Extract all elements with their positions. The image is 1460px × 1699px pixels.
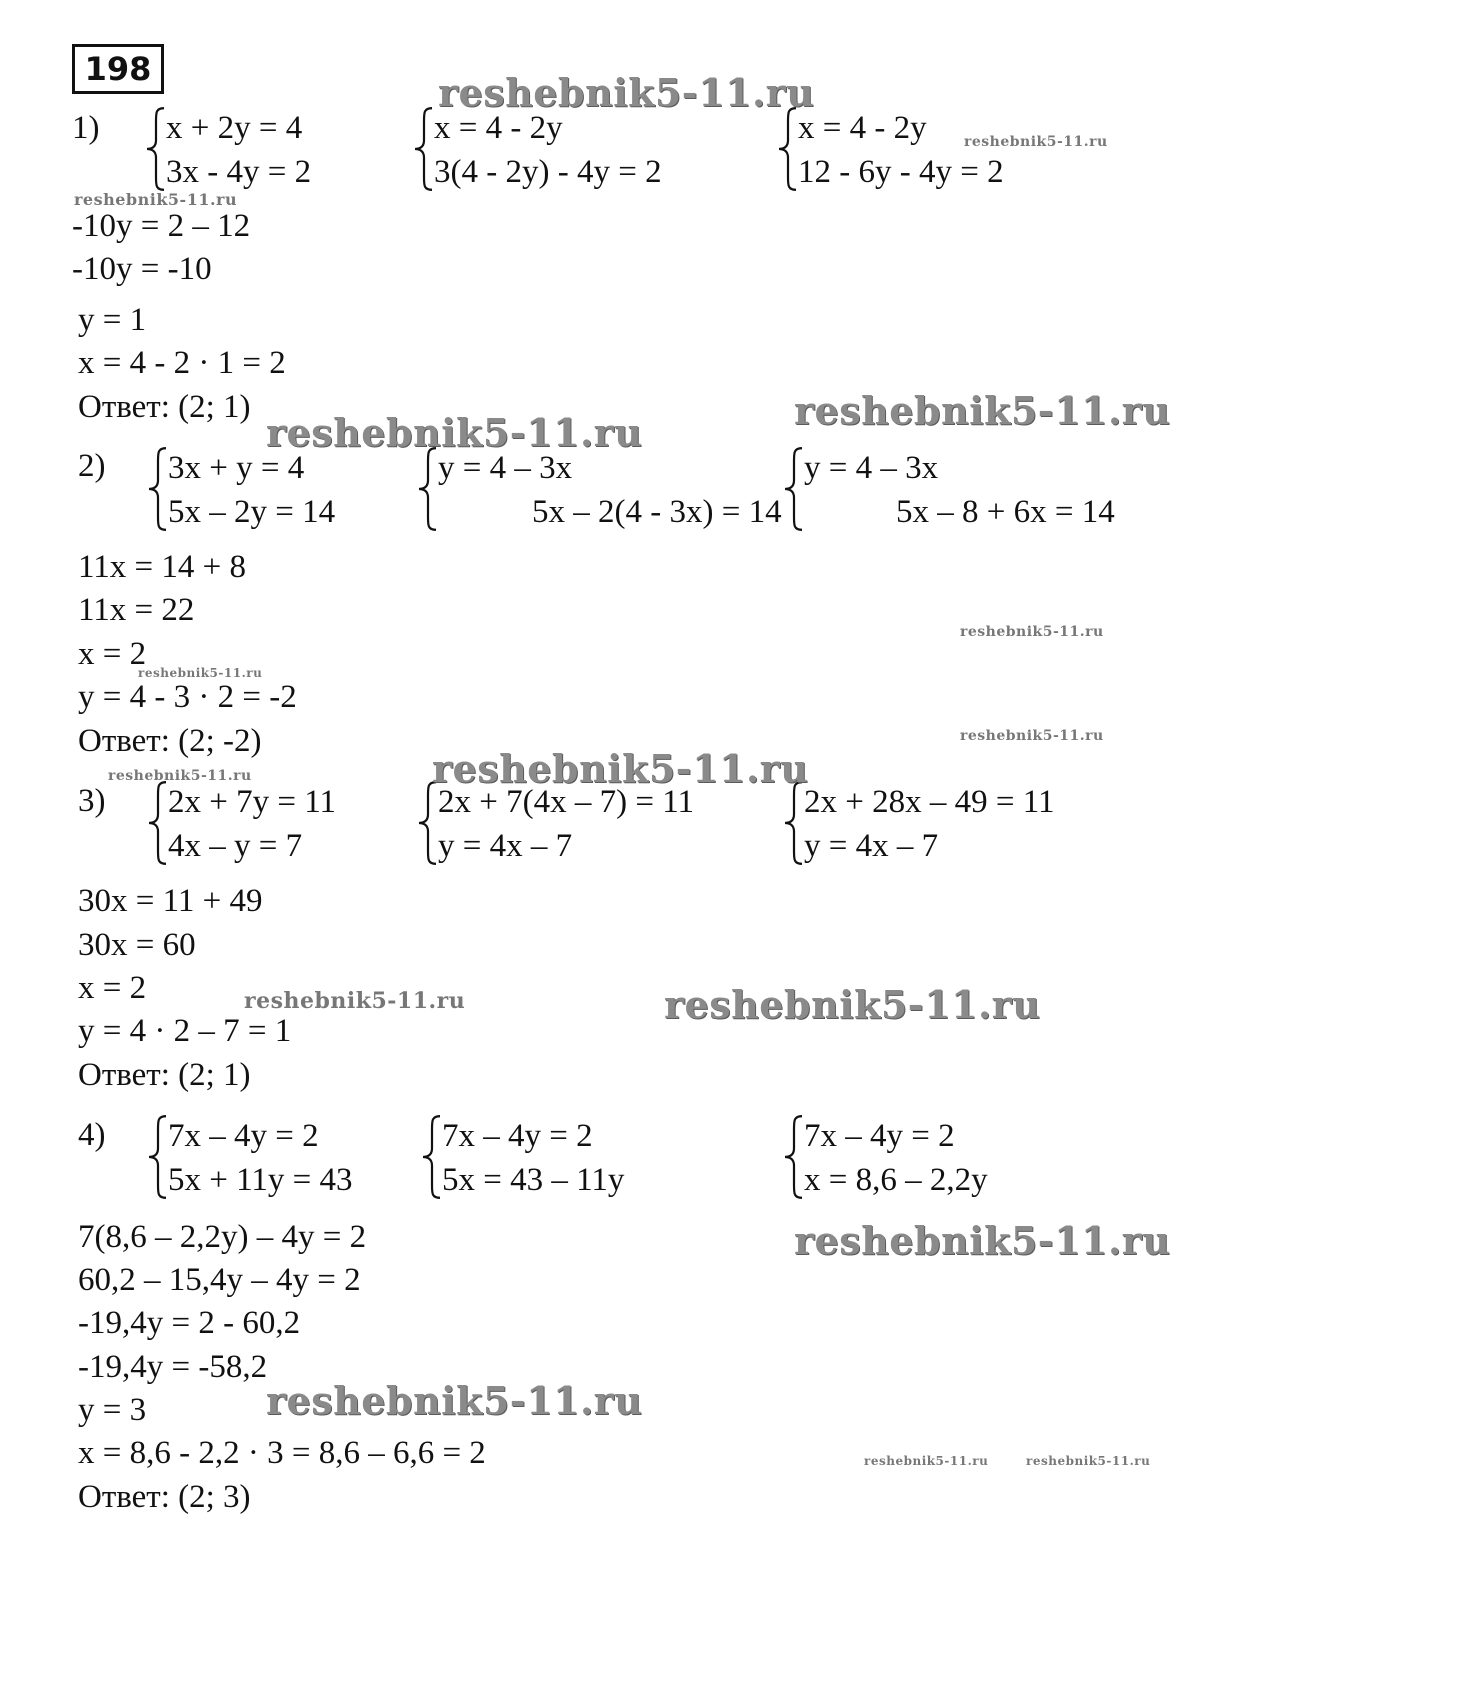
watermark: reshebnik5-11.ru — [794, 388, 1171, 433]
step: 30x = 60 — [78, 927, 196, 963]
equation: 7x – 4y = 2 — [442, 1118, 593, 1154]
part-3-system-2 — [416, 780, 746, 866]
brace-icon — [782, 780, 806, 866]
equation: 5x – 2(4 - 3x) = 14 — [532, 494, 782, 530]
answer: Ответ: (2; 3) — [78, 1479, 251, 1515]
step: y = 4 - 3 · 2 = -2 — [78, 679, 297, 715]
equation: y = 4x – 7 — [804, 828, 939, 864]
watermark: reshebnik5-11.ru — [244, 988, 466, 1014]
part-1-system-1 — [144, 106, 404, 192]
part-4-system-2 — [420, 1114, 670, 1200]
equation: x = 8,6 – 2,2y — [804, 1162, 988, 1198]
equation: 3(4 - 2y) - 4y = 2 — [434, 154, 662, 190]
step: y = 4 · 2 – 7 = 1 — [78, 1013, 292, 1049]
watermark: reshebnik5-11.ru — [266, 1378, 643, 1423]
equation: 3x - 4y = 2 — [166, 154, 312, 190]
brace-icon — [782, 1114, 806, 1200]
equation: y = 4x – 7 — [438, 828, 573, 864]
step: x = 4 - 2 · 1 = 2 — [78, 345, 286, 381]
part-2-system-1 — [146, 446, 386, 532]
part-4-label: 4) — [78, 1117, 106, 1153]
answer: Ответ: (2; 1) — [78, 389, 251, 425]
watermark: reshebnik5-11.ru — [438, 70, 815, 115]
step: -10y = 2 – 12 — [72, 208, 251, 244]
brace-icon — [144, 106, 168, 192]
step: 30x = 11 + 49 — [78, 883, 263, 919]
equation: 2x + 7y = 11 — [168, 784, 336, 820]
equation: x + 2y = 4 — [166, 110, 303, 146]
watermark: reshebnik5-11.ru — [108, 768, 252, 784]
watermark: reshebnik5-11.ru — [1026, 1454, 1151, 1468]
brace-icon — [416, 446, 440, 532]
equation: 5x – 8 + 6x = 14 — [896, 494, 1115, 530]
equation: 12 - 6y - 4y = 2 — [798, 154, 1004, 190]
part-4-system-3 — [782, 1114, 1032, 1200]
brace-icon — [146, 1114, 170, 1200]
equation: x = 4 - 2y — [798, 110, 927, 146]
brace-icon — [776, 106, 800, 192]
step: 7(8,6 – 2,2y) – 4y = 2 — [78, 1219, 367, 1255]
part-4-system-1 — [146, 1114, 396, 1200]
equation: 3x + y = 4 — [168, 450, 305, 486]
step: x = 2 — [78, 636, 147, 672]
watermark: reshebnik5-11.ru — [266, 410, 643, 455]
equation: 5x = 43 – 11y — [442, 1162, 625, 1198]
equation: 7x – 4y = 2 — [168, 1118, 319, 1154]
part-2-system-3 — [782, 446, 1152, 532]
step: x = 2 — [78, 970, 147, 1006]
part-3-system-1 — [146, 780, 386, 866]
step: -19,4y = 2 - 60,2 — [78, 1305, 301, 1341]
brace-icon — [412, 106, 436, 192]
watermark: reshebnik5-11.ru — [960, 728, 1104, 744]
equation: 4x – y = 7 — [168, 828, 303, 864]
equation: x = 4 - 2y — [434, 110, 563, 146]
problem-number: 198 — [72, 44, 164, 94]
watermark: reshebnik5-11.ru — [964, 134, 1108, 150]
part-1-system-2 — [412, 106, 712, 192]
watermark: reshebnik5-11.ru — [864, 1454, 989, 1468]
step: 60,2 – 15,4y – 4y = 2 — [78, 1262, 361, 1298]
step: y = 1 — [78, 302, 147, 338]
brace-icon — [416, 780, 440, 866]
answer: Ответ: (2; 1) — [78, 1057, 251, 1093]
brace-icon — [146, 780, 170, 866]
step: -19,4y = -58,2 — [78, 1349, 268, 1385]
step: 11x = 22 — [78, 592, 195, 628]
part-3-label: 3) — [78, 783, 106, 819]
step: -10y = -10 — [72, 251, 212, 287]
part-1-label: 1) — [72, 110, 100, 146]
part-3-system-3 — [782, 780, 1112, 866]
brace-icon — [420, 1114, 444, 1200]
watermark: reshebnik5-11.ru — [432, 746, 809, 791]
watermark: reshebnik5-11.ru — [664, 982, 1041, 1027]
answer: Ответ: (2; -2) — [78, 723, 262, 759]
step: 11x = 14 + 8 — [78, 549, 246, 585]
part-2-system-2 — [416, 446, 782, 532]
brace-icon — [782, 446, 806, 532]
brace-icon — [146, 446, 170, 532]
watermark: reshebnik5-11.ru — [794, 1218, 1171, 1263]
equation: 5x + 11y = 43 — [168, 1162, 353, 1198]
equation: 2x + 7(4x – 7) = 11 — [438, 784, 694, 820]
step: y = 3 — [78, 1392, 147, 1428]
equation: y = 4 – 3x — [804, 450, 939, 486]
equation: 2x + 28x – 49 = 11 — [804, 784, 1055, 820]
watermark: reshebnik5-11.ru — [138, 666, 263, 680]
equation: y = 4 – 3x — [438, 450, 573, 486]
equation: 5x – 2y = 14 — [168, 494, 336, 530]
part-2-label: 2) — [78, 448, 106, 484]
step: x = 8,6 - 2,2 · 3 = 8,6 – 6,6 = 2 — [78, 1435, 486, 1471]
watermark: reshebnik5-11.ru — [74, 190, 238, 209]
equation: 7x – 4y = 2 — [804, 1118, 955, 1154]
watermark: reshebnik5-11.ru — [960, 624, 1104, 640]
